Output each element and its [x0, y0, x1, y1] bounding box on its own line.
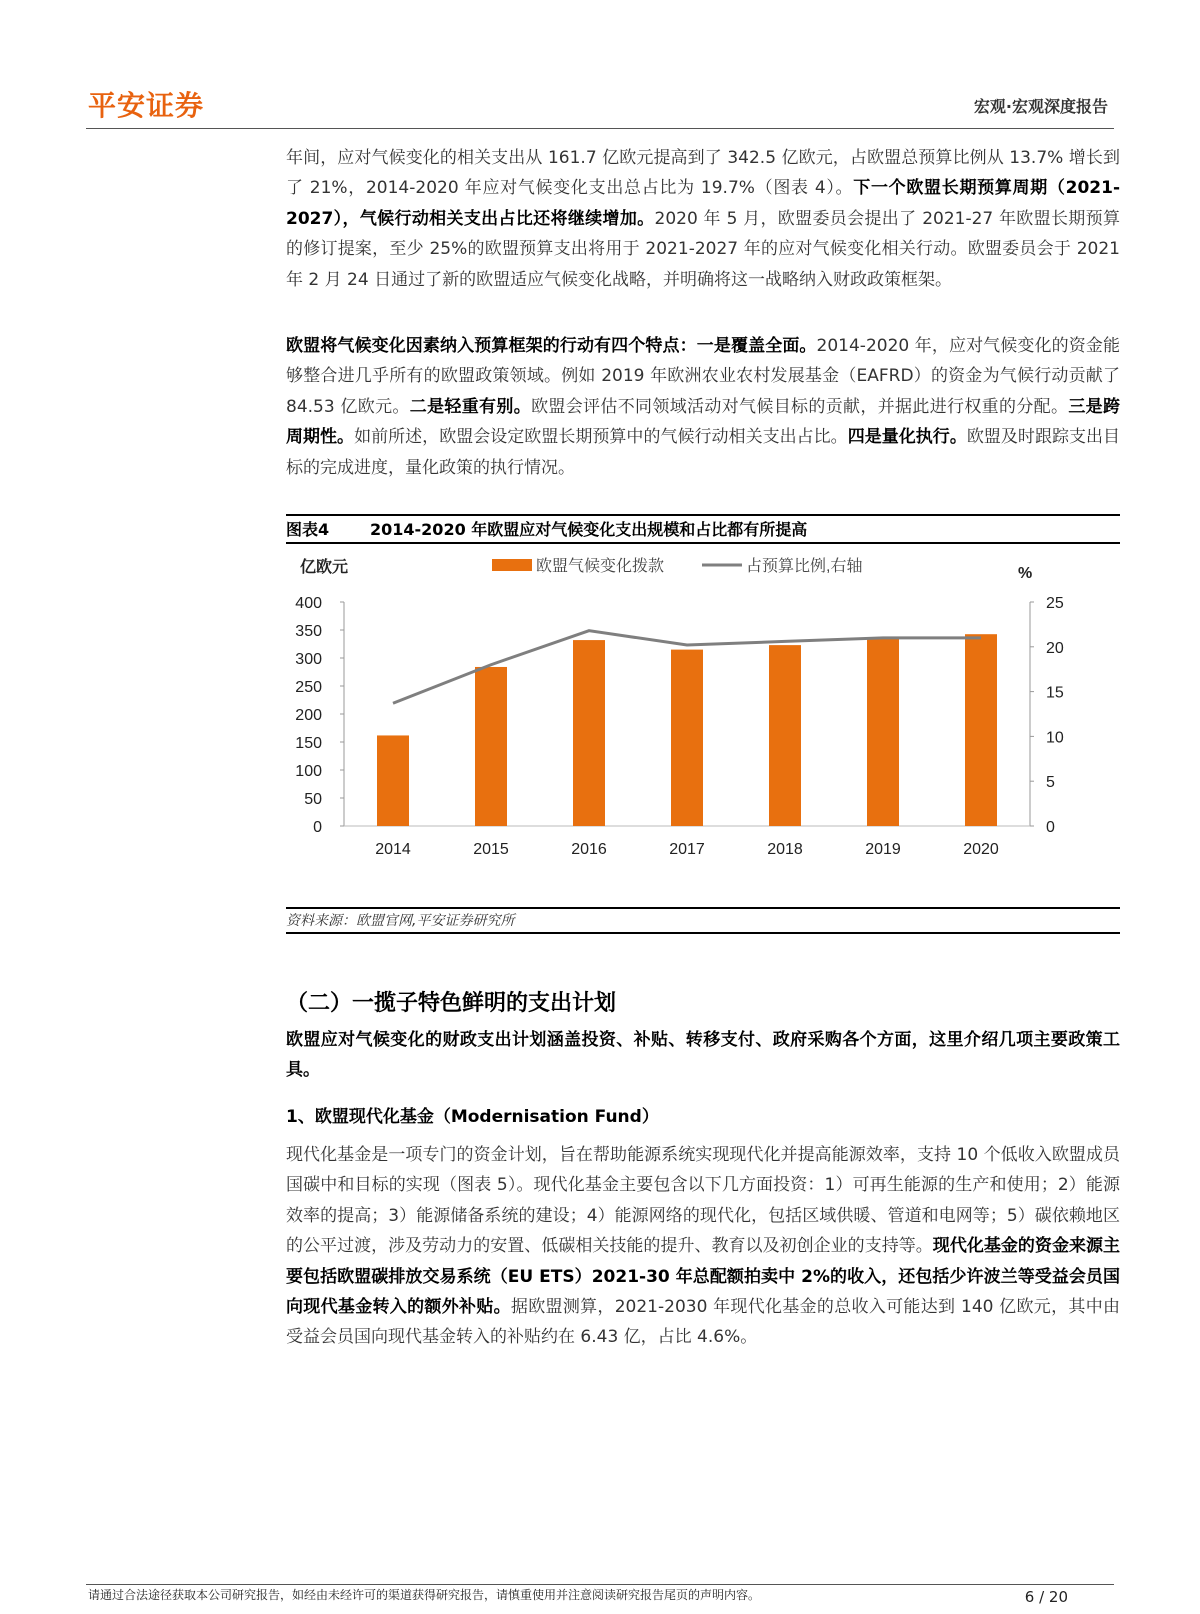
p3-bold-1: 欧盟应对气候变化的财政支出计划涵盖投资、补贴、转移支付、政府采购各个方面，这里介绍几项主要政策工具。 [286, 1030, 1120, 1081]
right-tick-label: 15 [1046, 684, 1064, 702]
p4-text-2: 据欧盟测算，2021-2030 年现代化基金的总收入可能达到 140 亿欧元，其中由受益会员国向现代基金转入的补贴约在 6.43 亿，占比 4.6%。 [286, 1297, 1120, 1348]
p2-bold-2: 二是轻重有别。 [409, 396, 532, 417]
bar-2016 [573, 640, 605, 826]
p2-text-3: 如前所述，欧盟会设定欧盟长期预算中的气候行动相关支出占比。 [354, 427, 848, 448]
x-tick-label: 2015 [473, 841, 509, 858]
x-tick-label: 2014 [375, 841, 411, 858]
bar-2019 [867, 638, 899, 826]
company-logo: 平安证券 [88, 89, 205, 122]
x-tick-label: 2016 [571, 841, 607, 858]
left-tick-label: 100 [295, 763, 322, 780]
x-tick-label: 2018 [767, 841, 803, 858]
left-tick-label: 350 [295, 623, 322, 640]
right-tick-label: 25 [1046, 595, 1064, 612]
x-tick-label: 2019 [865, 841, 901, 858]
legend-bar-label: 欧盟气候变化拨款 [536, 558, 665, 575]
section-title: （二）一揽子特色鲜明的支出计划 [286, 991, 617, 1016]
p1-bold-1: 下一个欧盟长期预算周期（2021-2027），气候行动相关支出占比还将继续增加。 [286, 178, 1120, 229]
bar-2020 [965, 634, 997, 826]
p4-bold-1: 现代化基金的资金来源主要包括欧盟碳排放交易系统（EU ETS）2021-30 年总配额拍卖中 2%的收入，还包括少许波兰等受益会员国向现代基金转入的额外补贴。 [286, 1236, 1121, 1318]
header-divider [86, 128, 1114, 129]
right-tick-label: 0 [1046, 819, 1055, 836]
left-tick-label: 400 [295, 595, 322, 612]
left-tick-label: 150 [295, 735, 322, 752]
left-tick-label: 200 [295, 707, 322, 724]
right-axis-unit: % [1018, 565, 1033, 582]
bar-2015 [475, 667, 507, 826]
left-axis-unit: 亿欧元 [300, 559, 349, 576]
p1-text-2: 2020 年 5 月，欧盟委员会提出了 2021-27 年欧盟长期预算的修订提案，至少 25%的欧盟预算支出将用于 2021-2027 年的应对气候变化相关行动。欧盟委员会于 2021 年 2 月 24 日通过了新的欧盟适应气候变化战略，并明确将这一战略纳入财政政策框架。 [286, 208, 1120, 290]
figure-source: 资料来源：欧盟官网,平安证券研究所 [286, 907, 1120, 934]
p1-text-1: 年间，应对气候变化的相关支出从 161.7 亿欧元提高到了 342.5 亿欧元，占欧盟总预算比例从 13.7% 增长到了 21%，2014-2020 年应对气候变化支出总占比为 19.7%（图表 4）。 [286, 148, 1120, 199]
p2-text-1: 2014-2020 年，应对气候变化的资金能够整合进几乎所有的欧盟政策领域。例如 2019 年欧洲农业农村发展基金（EAFRD）的资金为气候行动贡献了 84.53 亿欧元。 [286, 336, 1120, 417]
paragraph-4 [286, 1140, 1120, 1353]
p2-text-2: 欧盟会评估不同领域活动对气候目标的贡献，并据此进行权重的分配。 [531, 396, 1069, 417]
figure-number: 图表4 [286, 520, 330, 539]
footer-divider [86, 1584, 1114, 1585]
report-category: 宏观·宏观深度报告 [973, 97, 1108, 116]
left-tick-label: 300 [295, 651, 322, 668]
legend-bar-swatch [492, 559, 532, 571]
paragraph-2 [286, 331, 1120, 483]
x-tick-label: 2017 [669, 841, 705, 858]
x-tick-label: 2020 [963, 841, 999, 858]
p2-bold-4: 四是量化执行。 [847, 427, 967, 448]
footer-disclaimer: 请通过合法途径获取本公司研究报告，如经由未经许可的渠道获得研究报告，请慎重使用并注意阅读研究报告尾页的声明内容。 [88, 1588, 761, 1602]
subsection-1 [286, 1102, 1120, 1132]
paragraph-3 [286, 1025, 1120, 1086]
bar-2018 [769, 645, 801, 826]
bar-2017 [671, 650, 703, 826]
p2-bold-1: 欧盟将气候变化因素纳入预算框架的行动有四个特点：一是覆盖全面。 [286, 336, 817, 356]
paragraph-1 [286, 143, 1120, 295]
right-tick-label: 10 [1046, 729, 1064, 747]
bar-2014 [377, 735, 409, 826]
left-tick-label: 250 [295, 679, 322, 696]
p2-text-4: 欧盟及时跟踪支出目标的完成进度，量化政策的执行情况。 [286, 427, 1121, 478]
right-tick-label: 20 [1046, 639, 1064, 657]
figure-title-bar [286, 514, 1120, 544]
left-tick-label: 0 [313, 819, 322, 836]
climate-spending-chart [286, 556, 1120, 902]
right-tick-label: 5 [1046, 774, 1055, 792]
legend-line-label: 占预算比例,右轴 [746, 558, 863, 575]
p2-bold-3: 三是跨周期性。 [286, 396, 1121, 448]
figure-title: 2014-2020 年欧盟应对气候变化支出规模和占比都有所提高 [370, 520, 808, 539]
p4-text-1: 现代化基金是一项专门的资金计划，旨在帮助能源系统实现现代化并提高能源效率，支持 10 个低收入欧盟成员国碳中和目标的实现（图表 5）。现代化基金主要包含以下几方面投资：1）可再生能源的生产和使用；2）能源效率的提高；3）能源储备系统的建设；4）能源网络的现代化，包括区域供暖、管道和电网等；5）碳依赖地区的公平过渡，涉及劳动力的安置、低碳相关技能的提升、教育以及初创企业的支持等。 [286, 1145, 1120, 1257]
subsection-1-title: 1、欧盟现代化基金（Modernisation Fund） [286, 1107, 659, 1127]
page-number: 6 / 20 [1024, 1588, 1068, 1606]
left-tick-label: 50 [304, 791, 322, 808]
